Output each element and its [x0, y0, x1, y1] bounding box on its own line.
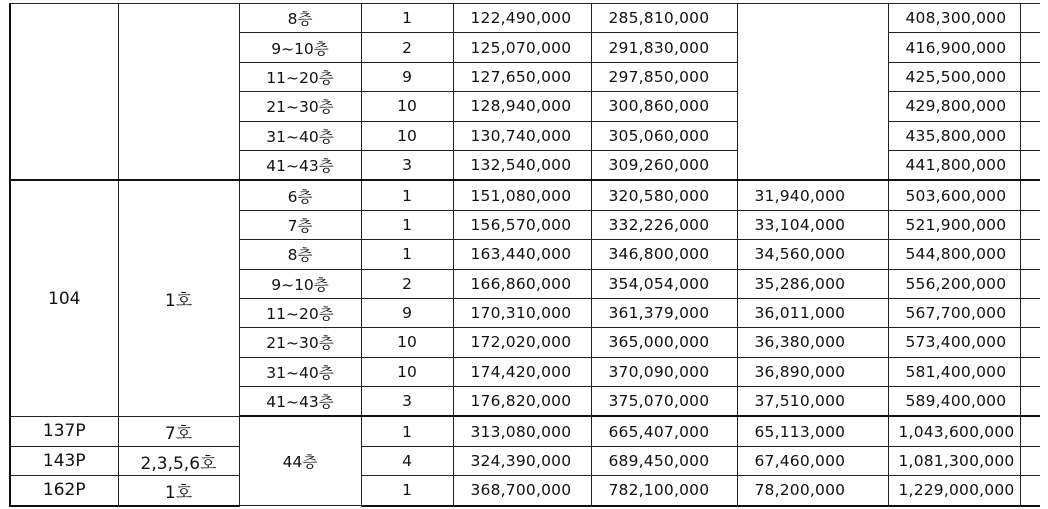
units-cell: 3	[361, 387, 453, 417]
edge-cell	[1020, 240, 1040, 269]
price-cell-3: 35,286,000	[737, 269, 888, 298]
table-row	[10, 416, 1040, 446]
edge-cell	[1020, 357, 1040, 386]
type-cell: 137P	[10, 416, 118, 446]
edge-cell	[1020, 210, 1040, 239]
price-cell-3: 37,510,000	[737, 387, 888, 417]
price-cell-1: 313,080,000	[453, 416, 591, 446]
floor-cell: 9~10층	[239, 269, 361, 298]
edge-cell	[1020, 33, 1040, 62]
price-cell-1: 127,650,000	[453, 62, 591, 91]
total-cell: 429,800,000	[888, 92, 1020, 121]
units-cell: 10	[361, 92, 453, 121]
total-cell: 503,600,000	[888, 180, 1020, 210]
price-cell-1: 125,070,000	[453, 33, 591, 62]
edge-cell	[1020, 416, 1040, 446]
edge-cell	[1020, 446, 1040, 475]
price-cell-2: 285,810,000	[591, 4, 737, 33]
price-cell-1: 170,310,000	[453, 298, 591, 327]
unit-cell: 1호	[118, 476, 239, 506]
floor-cell: 41~43층	[239, 387, 361, 417]
units-cell: 1	[361, 210, 453, 239]
price-cell-1: 176,820,000	[453, 387, 591, 417]
price-cell-1: 151,080,000	[453, 180, 591, 210]
price-cell-2: 782,100,000	[591, 476, 737, 506]
floor-cell: 21~30층	[239, 328, 361, 357]
edge-cell	[1020, 121, 1040, 150]
price-cell-3: 31,940,000	[737, 180, 888, 210]
units-cell: 10	[361, 121, 453, 150]
price-cell-2: 332,226,000	[591, 210, 737, 239]
floor-cell: 11~20층	[239, 298, 361, 327]
price-cell-2: 370,090,000	[591, 357, 737, 386]
total-cell: 425,500,000	[888, 62, 1020, 91]
floor-cell: 7층	[239, 210, 361, 239]
price-cell-1: 156,570,000	[453, 210, 591, 239]
edge-cell	[1020, 298, 1040, 327]
total-cell: 581,400,000	[888, 357, 1020, 386]
units-cell: 10	[361, 357, 453, 386]
unit-cell	[118, 4, 239, 181]
units-cell: 1	[361, 240, 453, 269]
floor-cell: 11~20층	[239, 62, 361, 91]
unit-cell: 1호	[118, 180, 239, 416]
type-cell: 104	[10, 180, 118, 416]
price-cell-2: 320,580,000	[591, 180, 737, 210]
price-cell-2: 354,054,000	[591, 269, 737, 298]
edge-cell	[1020, 328, 1040, 357]
total-cell: 544,800,000	[888, 240, 1020, 269]
price-cell-1: 128,940,000	[453, 92, 591, 121]
total-cell: 589,400,000	[888, 387, 1020, 417]
floor-cell: 8층	[239, 4, 361, 33]
units-cell: 2	[361, 269, 453, 298]
price-cell-3: 36,011,000	[737, 298, 888, 327]
price-cell-3: 36,380,000	[737, 328, 888, 357]
price-cell-1: 166,860,000	[453, 269, 591, 298]
units-cell: 1	[361, 416, 453, 446]
price-cell-3: 78,200,000	[737, 476, 888, 506]
price-cell-3: 67,460,000	[737, 446, 888, 475]
edge-cell	[1020, 387, 1040, 417]
price-cell-2: 665,407,000	[591, 416, 737, 446]
type-cell: 143P	[10, 446, 118, 475]
floor-cell: 6층	[239, 180, 361, 210]
total-cell: 408,300,000	[888, 4, 1020, 33]
price-table	[9, 3, 1040, 507]
floor-cell: 31~40층	[239, 357, 361, 386]
type-cell: 162P	[10, 476, 118, 506]
price-cell-2: 346,800,000	[591, 240, 737, 269]
price-cell-1: 172,020,000	[453, 328, 591, 357]
edge-cell	[1020, 92, 1040, 121]
total-cell: 556,200,000	[888, 269, 1020, 298]
price-cell-3: 33,104,000	[737, 210, 888, 239]
units-cell: 9	[361, 298, 453, 327]
price-cell-2: 365,000,000	[591, 328, 737, 357]
total-cell: 1,081,300,000	[888, 446, 1020, 475]
price-cell-1: 130,740,000	[453, 121, 591, 150]
price-cell-1: 163,440,000	[453, 240, 591, 269]
floor-cell: 41~43층	[239, 150, 361, 180]
price-cell-3: 34,560,000	[737, 240, 888, 269]
edge-cell	[1020, 62, 1040, 91]
price-cell-2: 305,060,000	[591, 121, 737, 150]
total-cell: 1,229,000,000	[888, 476, 1020, 506]
price-cell-1: 122,490,000	[453, 4, 591, 33]
table-row	[10, 4, 1040, 33]
units-cell: 2	[361, 33, 453, 62]
floor-cell: 44층	[239, 416, 361, 505]
table-row	[10, 180, 1040, 210]
edge-cell	[1020, 180, 1040, 210]
unit-cell: 2,3,5,6호	[118, 446, 239, 475]
price-cell-2: 309,260,000	[591, 150, 737, 180]
floor-cell: 9~10층	[239, 33, 361, 62]
type-cell	[10, 4, 118, 181]
price-cell-1: 174,420,000	[453, 357, 591, 386]
total-cell: 521,900,000	[888, 210, 1020, 239]
price-cell-2: 689,450,000	[591, 446, 737, 475]
total-cell: 1,043,600,000	[888, 416, 1020, 446]
price-cell-1: 132,540,000	[453, 150, 591, 180]
edge-cell	[1020, 4, 1040, 33]
total-cell: 416,900,000	[888, 33, 1020, 62]
floor-cell: 21~30층	[239, 92, 361, 121]
units-cell: 3	[361, 150, 453, 180]
price-cell-2: 375,070,000	[591, 387, 737, 417]
total-cell: 441,800,000	[888, 150, 1020, 180]
units-cell: 4	[361, 446, 453, 475]
price-cell-3	[737, 4, 888, 181]
total-cell: 435,800,000	[888, 121, 1020, 150]
price-cell-3: 65,113,000	[737, 416, 888, 446]
price-cell-2: 291,830,000	[591, 33, 737, 62]
edge-cell	[1020, 150, 1040, 180]
price-cell-1: 324,390,000	[453, 446, 591, 475]
units-cell: 1	[361, 476, 453, 506]
edge-cell	[1020, 269, 1040, 298]
units-cell: 9	[361, 62, 453, 91]
edge-cell	[1020, 476, 1040, 506]
table-row	[10, 446, 1040, 475]
units-cell: 1	[361, 4, 453, 33]
floor-cell: 8층	[239, 240, 361, 269]
total-cell: 567,700,000	[888, 298, 1020, 327]
unit-cell: 7호	[118, 416, 239, 446]
price-cell-1: 368,700,000	[453, 476, 591, 506]
units-cell: 10	[361, 328, 453, 357]
price-cell-2: 361,379,000	[591, 298, 737, 327]
units-cell: 1	[361, 180, 453, 210]
total-cell: 573,400,000	[888, 328, 1020, 357]
table-row	[10, 476, 1040, 506]
price-cell-2: 300,860,000	[591, 92, 737, 121]
price-cell-3: 36,890,000	[737, 357, 888, 386]
floor-cell: 31~40층	[239, 121, 361, 150]
price-cell-2: 297,850,000	[591, 62, 737, 91]
